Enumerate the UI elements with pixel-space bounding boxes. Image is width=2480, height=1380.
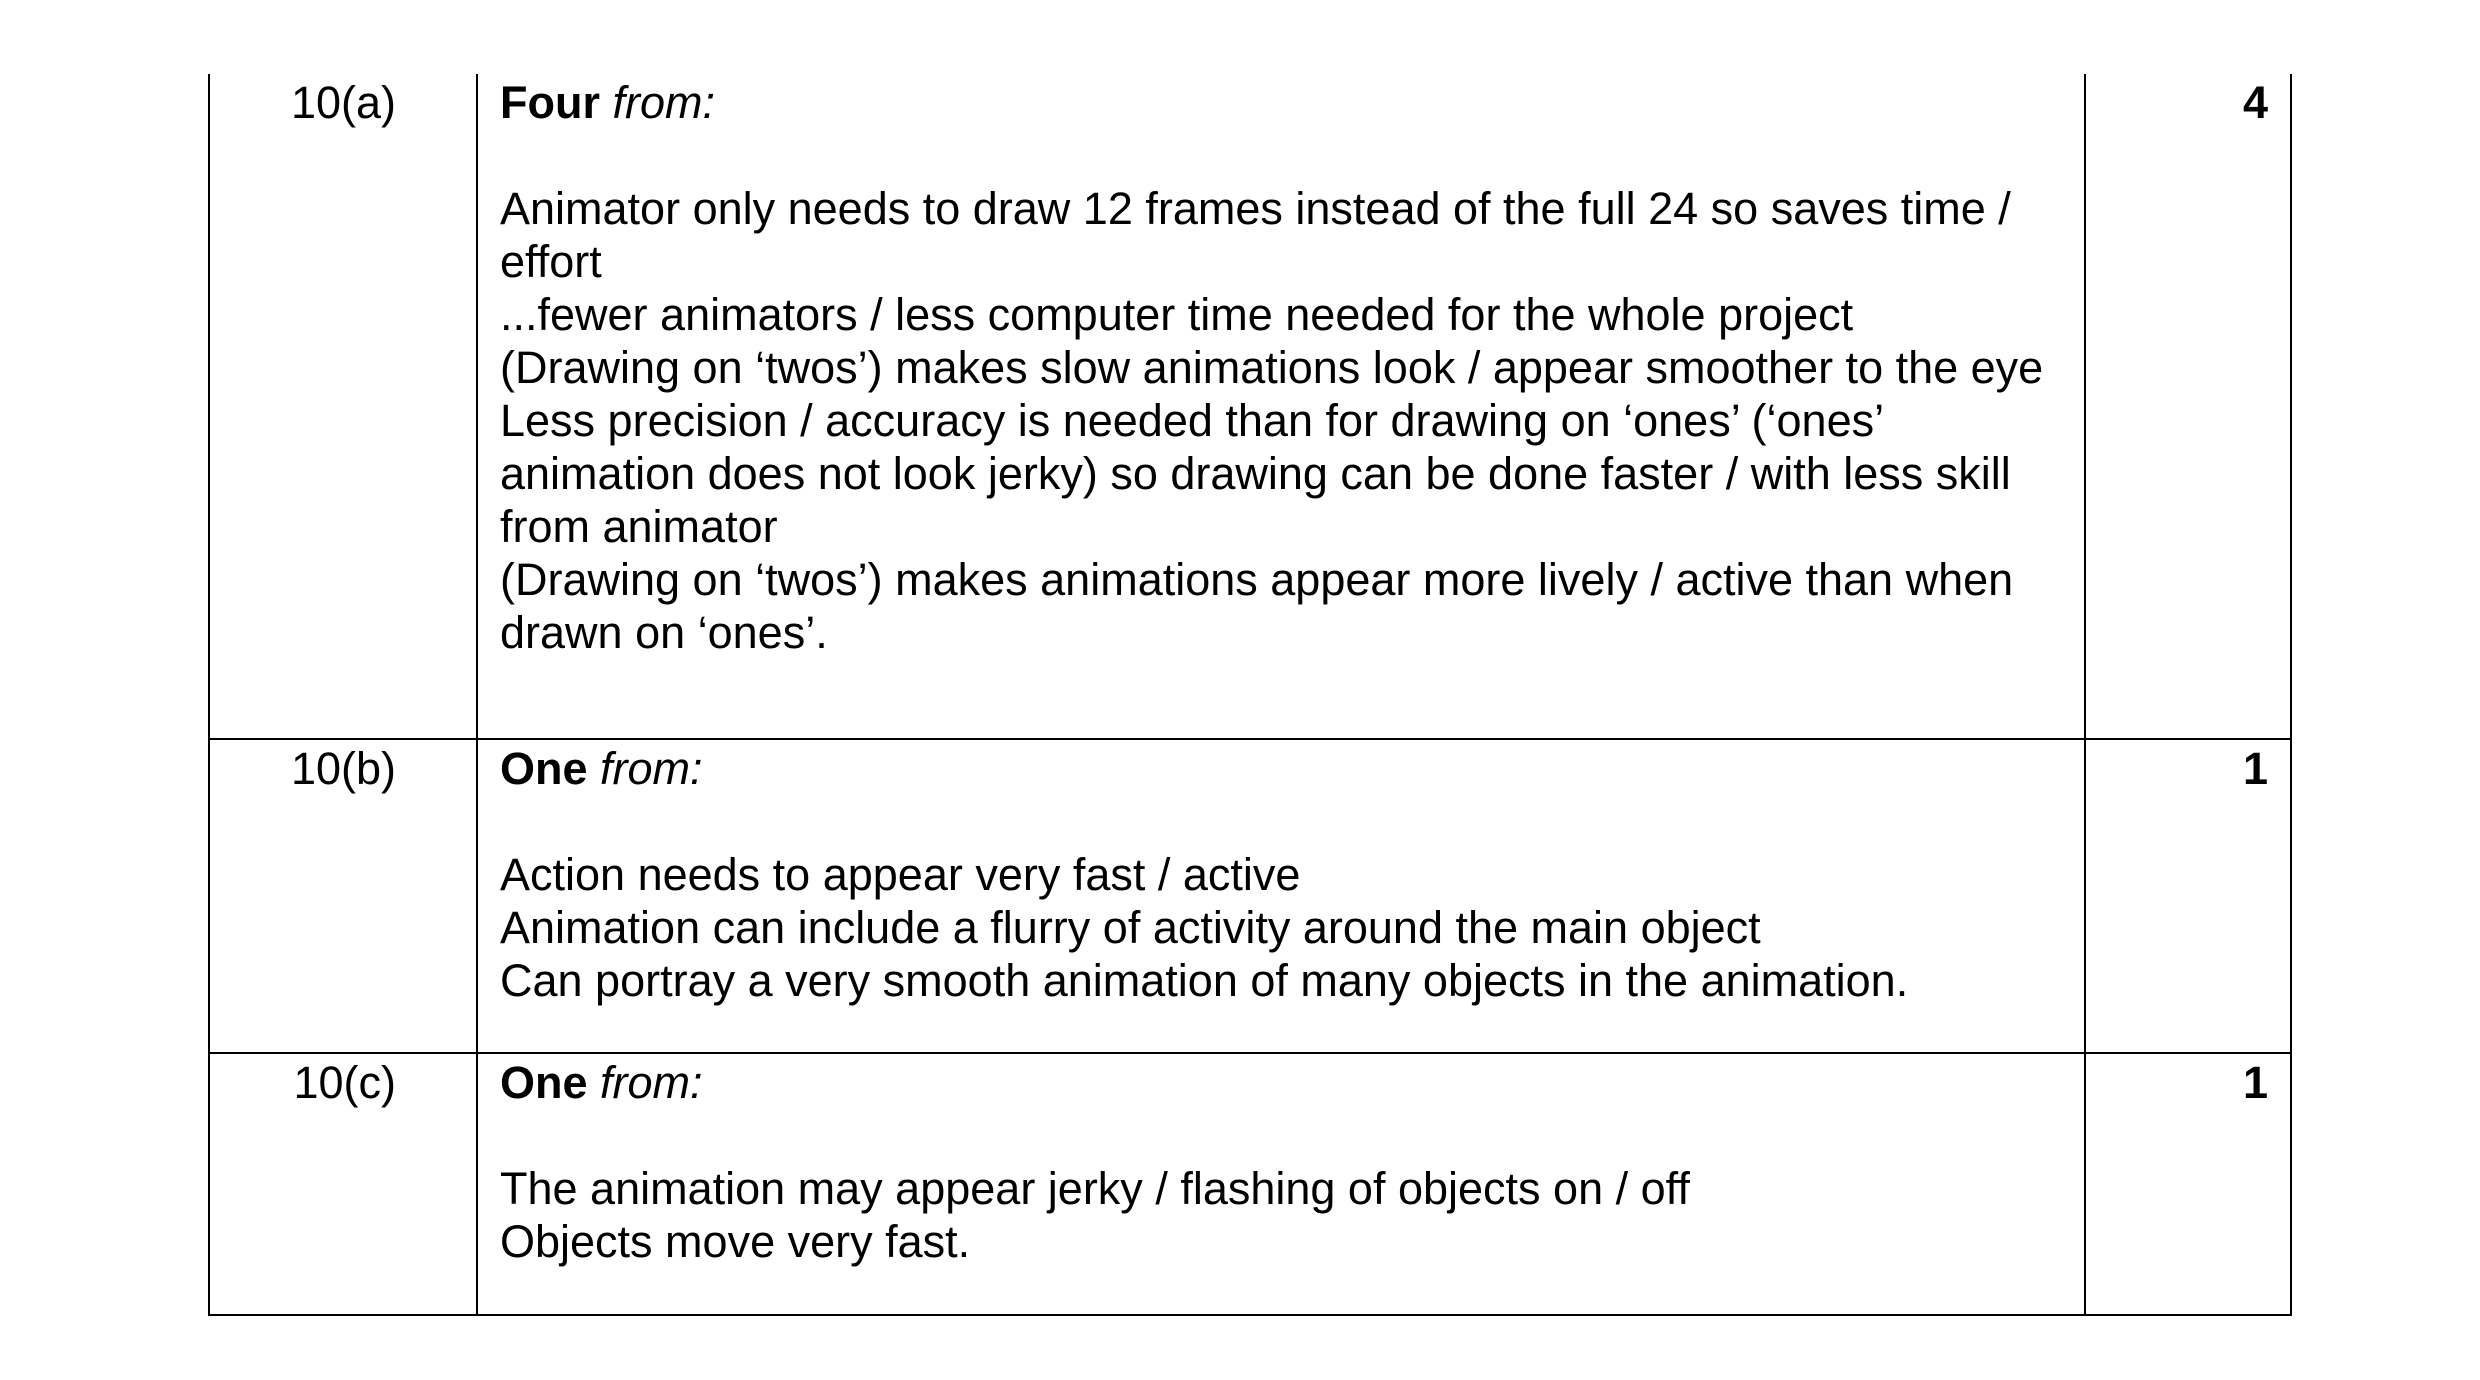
answer-point: (Drawing on ‘twos’) makes animations appear more lively / active than when drawn on ‘ones’. — [500, 554, 2014, 658]
intro-bold: One — [500, 1057, 588, 1108]
mark-scheme-table — [208, 74, 2292, 1316]
intro-italic: from: — [600, 743, 703, 794]
answer-cell — [477, 74, 2085, 739]
intro-bold: One — [500, 743, 588, 794]
answer-point: Animation can include a flurry of activity around the main object — [500, 902, 1761, 953]
question-number: 10(b) — [209, 739, 477, 1053]
answer-point: ...fewer animators / less computer time needed for the whole project — [500, 289, 1854, 340]
table-row — [209, 739, 2291, 1053]
question-number: 10(c) — [209, 1053, 477, 1315]
table-row — [209, 74, 2291, 739]
marks: 1 — [2085, 1053, 2291, 1315]
answer-cell — [477, 1053, 2085, 1315]
marks: 4 — [2085, 74, 2291, 739]
answer-point: Less precision / accuracy is needed than for drawing on ‘ones’ (‘ones’ animation does not look jerky) so drawing can be done faster / with less skill from animator — [500, 395, 2011, 552]
answer-point: Can portray a very smooth animation of many objects in the animation. — [500, 955, 1909, 1006]
answer-point: Objects move very fast. — [500, 1216, 971, 1267]
answer-intro — [500, 76, 2064, 129]
answer-point: The animation may appear jerky / flashing of objects on / off — [500, 1163, 1690, 1214]
intro-italic: from: — [600, 1057, 703, 1108]
answer-point: Animator only needs to draw 12 frames instead of the full 24 so saves time / effort — [500, 183, 2011, 287]
intro-italic: from: — [612, 77, 716, 128]
marks: 1 — [2085, 739, 2291, 1053]
answer-cell — [477, 739, 2085, 1053]
question-number: 10(a) — [209, 74, 477, 739]
answer-point: (Drawing on ‘twos’) makes slow animations look / appear smoother to the eye — [500, 342, 2044, 393]
table-row — [209, 1053, 2291, 1315]
answer-intro — [500, 1056, 2064, 1109]
answer-point: Action needs to appear very fast / active — [500, 849, 1301, 900]
answer-intro — [500, 742, 2064, 795]
intro-bold: Four — [500, 77, 600, 128]
